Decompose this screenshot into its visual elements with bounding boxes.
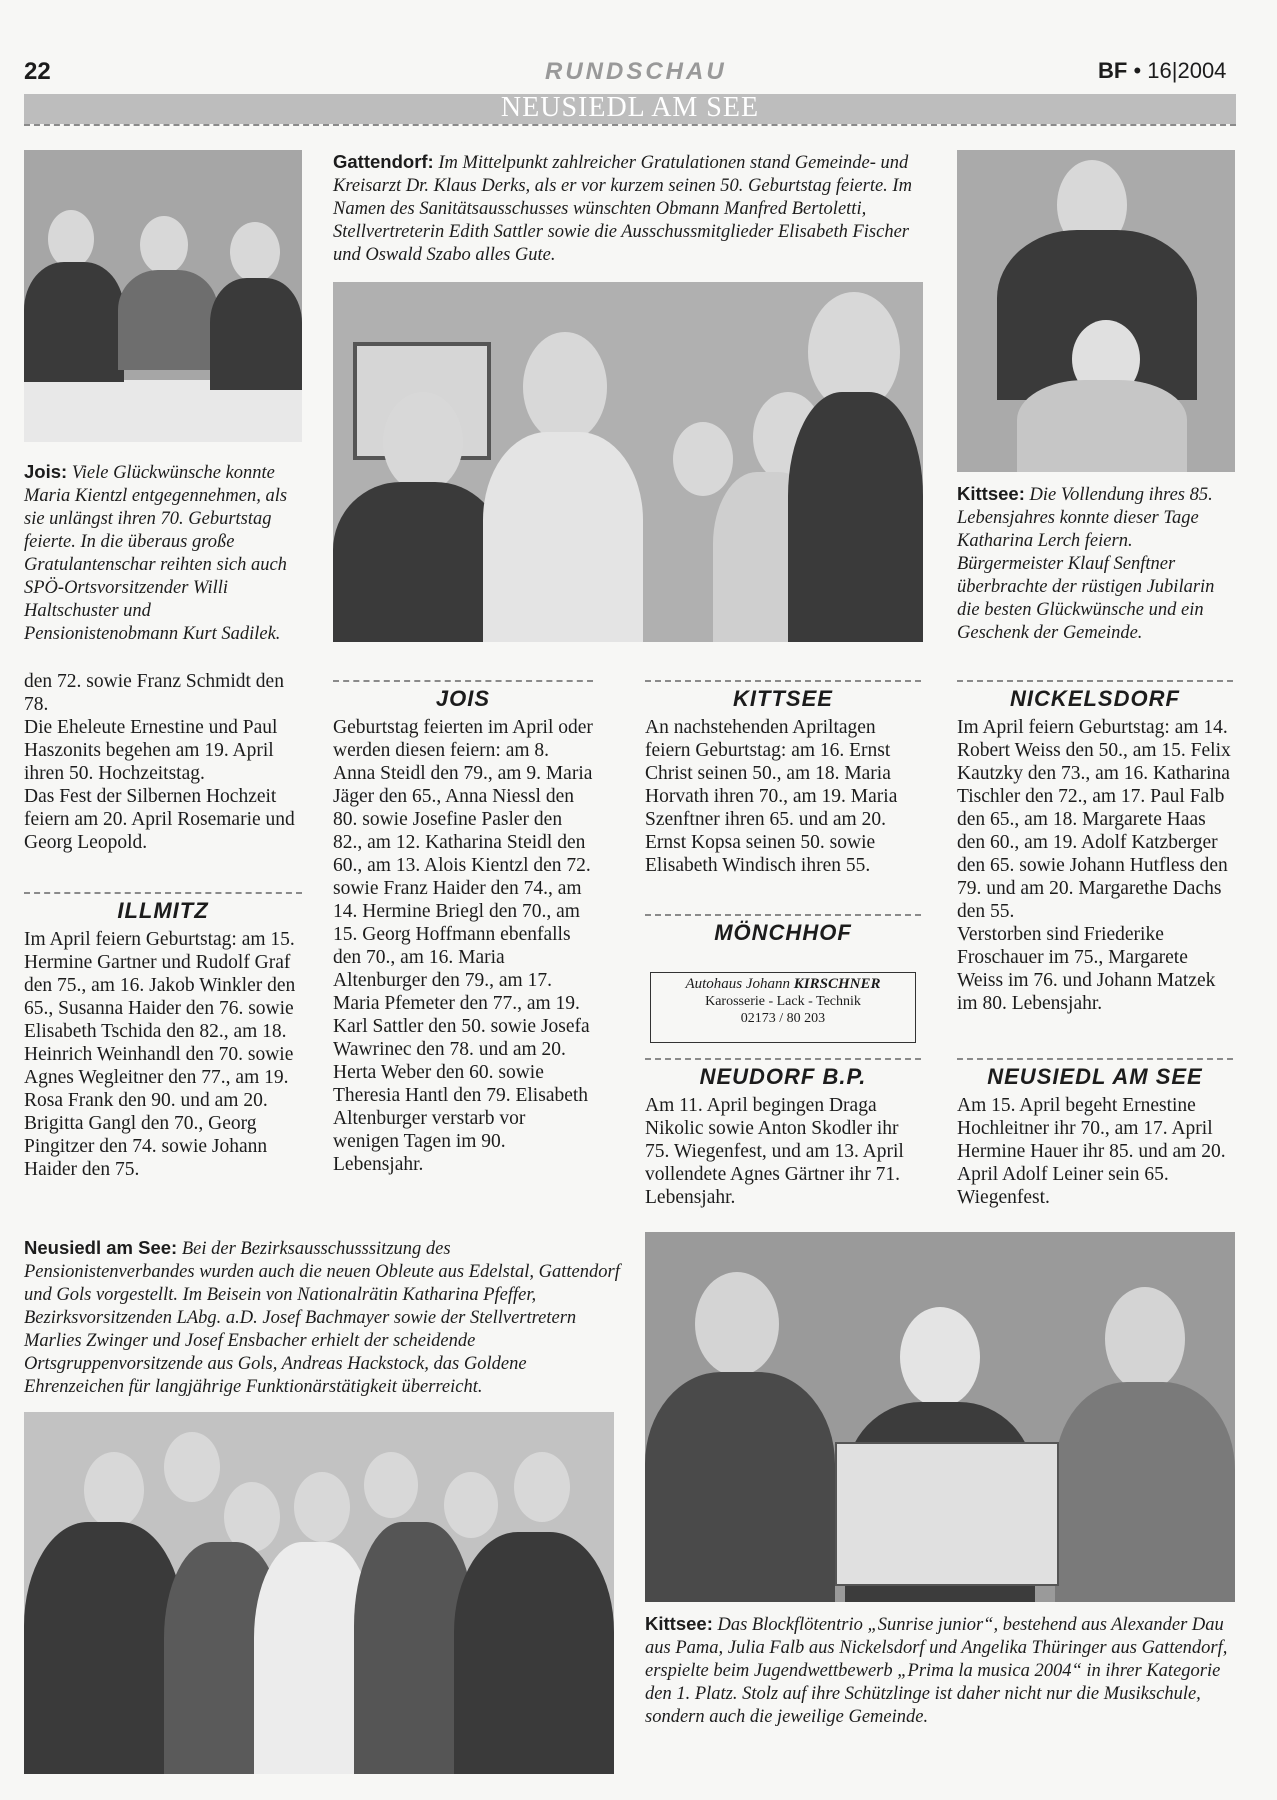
- caption-kittsee-trio-text: Das Blockflötentrio „Sunrise junior“, bestehend aus Alexander Dau aus Pama, Julia Falb aus Nickelsdorf und Angelika Thüringer aus Gattendorf, erspielte beim Jugendwettbewerb „Prima la musica 2004“ in ihrer Kategorie den 1. Platz. Stolz auf ihre Schützlinge ist daher nicht nur die Musikschule, sondern auch die jeweilige Gemeinde.: [645, 1615, 1228, 1727]
- caption-neusiedl-text: Bei der Bezirksausschusssitzung des Pensionistenverbandes wurden auch die neuen Obleute aus Edelstal, Gattendorf und Gols vorgestellt. Im Beisein von Nationalrätin Katharina Pfeffer, Bezirksvorsitzenden LAbg. a.D. Josef Bachmayer sowie der Stellvertretern Marlies Zwinger und Josef Ensbacher erhielt der scheidende Ortsgruppenvorsitzende aus Gols, Andreas Hackstock, das Goldene Ehrenzeichen für langjährige Funktionärstätigkeit überreicht.: [24, 1239, 620, 1397]
- ad-name-pre: Autohaus Johann: [685, 976, 794, 992]
- ad-name-bold: KIRSCHNER: [793, 976, 881, 992]
- caption-jois-place: Jois:: [24, 461, 68, 482]
- autohaus-ad: [650, 972, 916, 1043]
- caption-kittsee-trio-place: Kittsee:: [645, 1613, 713, 1634]
- caption-gattendorf-text: Im Mittelpunkt zahlreicher Gratulationen stand Gemeinde- und Kreisarzt Dr. Klaus Derks, als er vor kurzem seinen 50. Geburtstag feierte. Im Namen des Sanitätsausschusses wünschten Obmann Manfred Bertoletti, Stellvertreterin Edith Sattler sowie die Ausschussmitglieder Elisabeth Fischer und Oswald Szabo alles Gute.: [333, 153, 912, 265]
- issue-prefix: BF: [1098, 58, 1128, 83]
- kittsee-heading: KITTSEE: [733, 686, 833, 711]
- illmitz-text: Im April feiern Geburtstag: am 15. Hermine Gartner und Rudolf Graf den 75., am 16. Jakob Winkler den 65., Susanna Haider den 76. sowie Elisabeth Tschida den 82., am 18. Heinrich Weinhandl den 70. sowie Agnes Wegleitner den 77., am 19. Rosa Frank den 90. und am 20. Brigitta Gangl den 70., Georg Pingitzer den 74. sowie Johann Haider den 75.: [24, 929, 296, 1180]
- neusiedl-divider: [957, 1058, 1233, 1060]
- neudorf-divider: [645, 1058, 921, 1060]
- region-banner-title: NEUSIEDL AM SEE: [500, 92, 760, 123]
- photo-gattendorf: [333, 282, 923, 642]
- banner-divider: [24, 124, 1236, 126]
- neusiedl-heading: NEUSIEDL AM SEE: [987, 1064, 1203, 1089]
- illmitz-divider: [24, 892, 302, 894]
- nickelsdorf-text: Im April feiern Geburtstag: am 14. Robert Weiss den 50., am 15. Felix Kautzky den 73., am 16. Katharina Tischler den 72., am 17. Paul Falb den 65., am 18. Margarete Haas den 60., am 19. Adolf Katzberger den 65. sowie Johann Hutfless den 79. und am 20. Margarethe Dachs den 55. Verstorben sind Friederike Froschauer im 75., Margarete Weiss im 76. und Johann Matzek im 80. Lebensjahr.: [957, 717, 1231, 1014]
- moenchhof-heading: MÖNCHHOF: [714, 920, 852, 945]
- caption-gattendorf: [333, 150, 923, 267]
- photo-jois: [24, 150, 302, 442]
- issue-separator: •: [1133, 58, 1142, 83]
- ad-services: Karosserie - Lack - Technik: [705, 994, 861, 1009]
- section-title: RUNDSCHAU: [545, 58, 727, 85]
- photo-kittsee-trio: [645, 1232, 1235, 1602]
- neusiedl-text: Am 15. April begeht Ernestine Hochleitner ihr 70., am 17. April Hermine Hauer ihr 85. und am 20. April Adolf Leiner sein 65. Wiegenfest.: [957, 1095, 1226, 1208]
- jois-divider: [333, 680, 593, 682]
- ad-name: [651, 976, 915, 993]
- nickelsdorf-divider: [957, 680, 1233, 682]
- kittsee-divider: [645, 680, 921, 682]
- neudorf-text: Am 11. April begingen Draga Nikolic sowie Anton Skodler ihr 75. Wiegenfest, und am 13. April vollendete Agnes Gärtner ihr 71. Lebensjahr.: [645, 1095, 904, 1208]
- photo-neusiedl-group: [24, 1412, 614, 1774]
- ad-phone: 02173 / 80 203: [740, 1011, 826, 1026]
- moenchhof-divider: [645, 914, 921, 916]
- issue-number: 16|2004: [1147, 58, 1227, 83]
- caption-kittsee-trio: [645, 1612, 1235, 1729]
- caption-kittsee: [957, 482, 1235, 645]
- jois-heading: JOIS: [435, 686, 491, 711]
- caption-neusiedl: [24, 1236, 624, 1399]
- caption-kittsee-place: Kittsee:: [957, 483, 1025, 504]
- jois-text: Geburtstag feierten im April oder werden diesen feiern: am 8. Anna Steidl den 79., am 9. Maria Jäger den 65., Anna Niessl den 80. sowie Josefine Pasler den 82., am 12. Katharina Steidl den 60., am 13. Alois Kientzl den 72. sowie Franz Haider den 74., am 14. Hermine Briegl den 70., am 15. Georg Hoffmann ebenfalls den 70., am 16. Maria Altenburger den 79., am 17. Maria Pfemeter den 77., am 19. Karl Sattler den 50. sowie Josefa Wawrinec den 78. und am 20. Herta Weber den 60. sowie Theresia Hantl den 79. Elisabeth Altenburger verstarb vor wenigen Tagen im 90. Lebensjahr.: [333, 717, 593, 1175]
- caption-neusiedl-place: Neusiedl am See:: [24, 1237, 178, 1258]
- caption-gattendorf-place: Gattendorf:: [333, 151, 434, 172]
- kittsee-text: An nachstehenden Apriltagen feiern Geburtstag: am 16. Ernst Christ seinen 50., am 18. Maria Horvath ihren 70., am 19. Maria Szenftner ihren 65. und am 20. Ernst Kopsa seinen 50. sowie Elisabeth Windisch ihren 55.: [645, 717, 898, 876]
- caption-jois: [24, 460, 302, 646]
- caption-kittsee-text: Die Vollendung ihres 85. Lebensjahres konnte dieser Tage Katharina Lerch feiern. Bürgermeister Klauf Senftner überbrachte der rüstigen Jubilarin die besten Glückwünsche und ein Geschenk der Gemeinde.: [957, 485, 1215, 643]
- page-number: 22: [24, 58, 51, 85]
- neudorf-heading: NEUDORF B.P.: [699, 1064, 867, 1089]
- nickelsdorf-heading: NICKELSDORF: [1010, 686, 1180, 711]
- col1-continued-text: den 72. sowie Franz Schmidt den 78. Die Eheleute Ernestine und Paul Haszonits begehen am 19. April ihren 50. Hochzeitstag. Das Fest der Silbernen Hochzeit feiern am 20. April Rosemarie und Georg Leopold.: [24, 671, 295, 853]
- illmitz-heading: ILLMITZ: [117, 898, 209, 923]
- caption-jois-text: Viele Glückwünsche konnte Maria Kientzl entgegennehmen, als sie unlängst ihren 70. Geburtstag feierte. In die überaus große Gratulantenschar reihten sich auch SPÖ-Ortsvorsitzender Willi Haltschuster und Pensionistenobmann Kurt Sadilek.: [24, 463, 288, 644]
- issue-info: [1098, 58, 1226, 84]
- photo-kittsee: [957, 150, 1235, 472]
